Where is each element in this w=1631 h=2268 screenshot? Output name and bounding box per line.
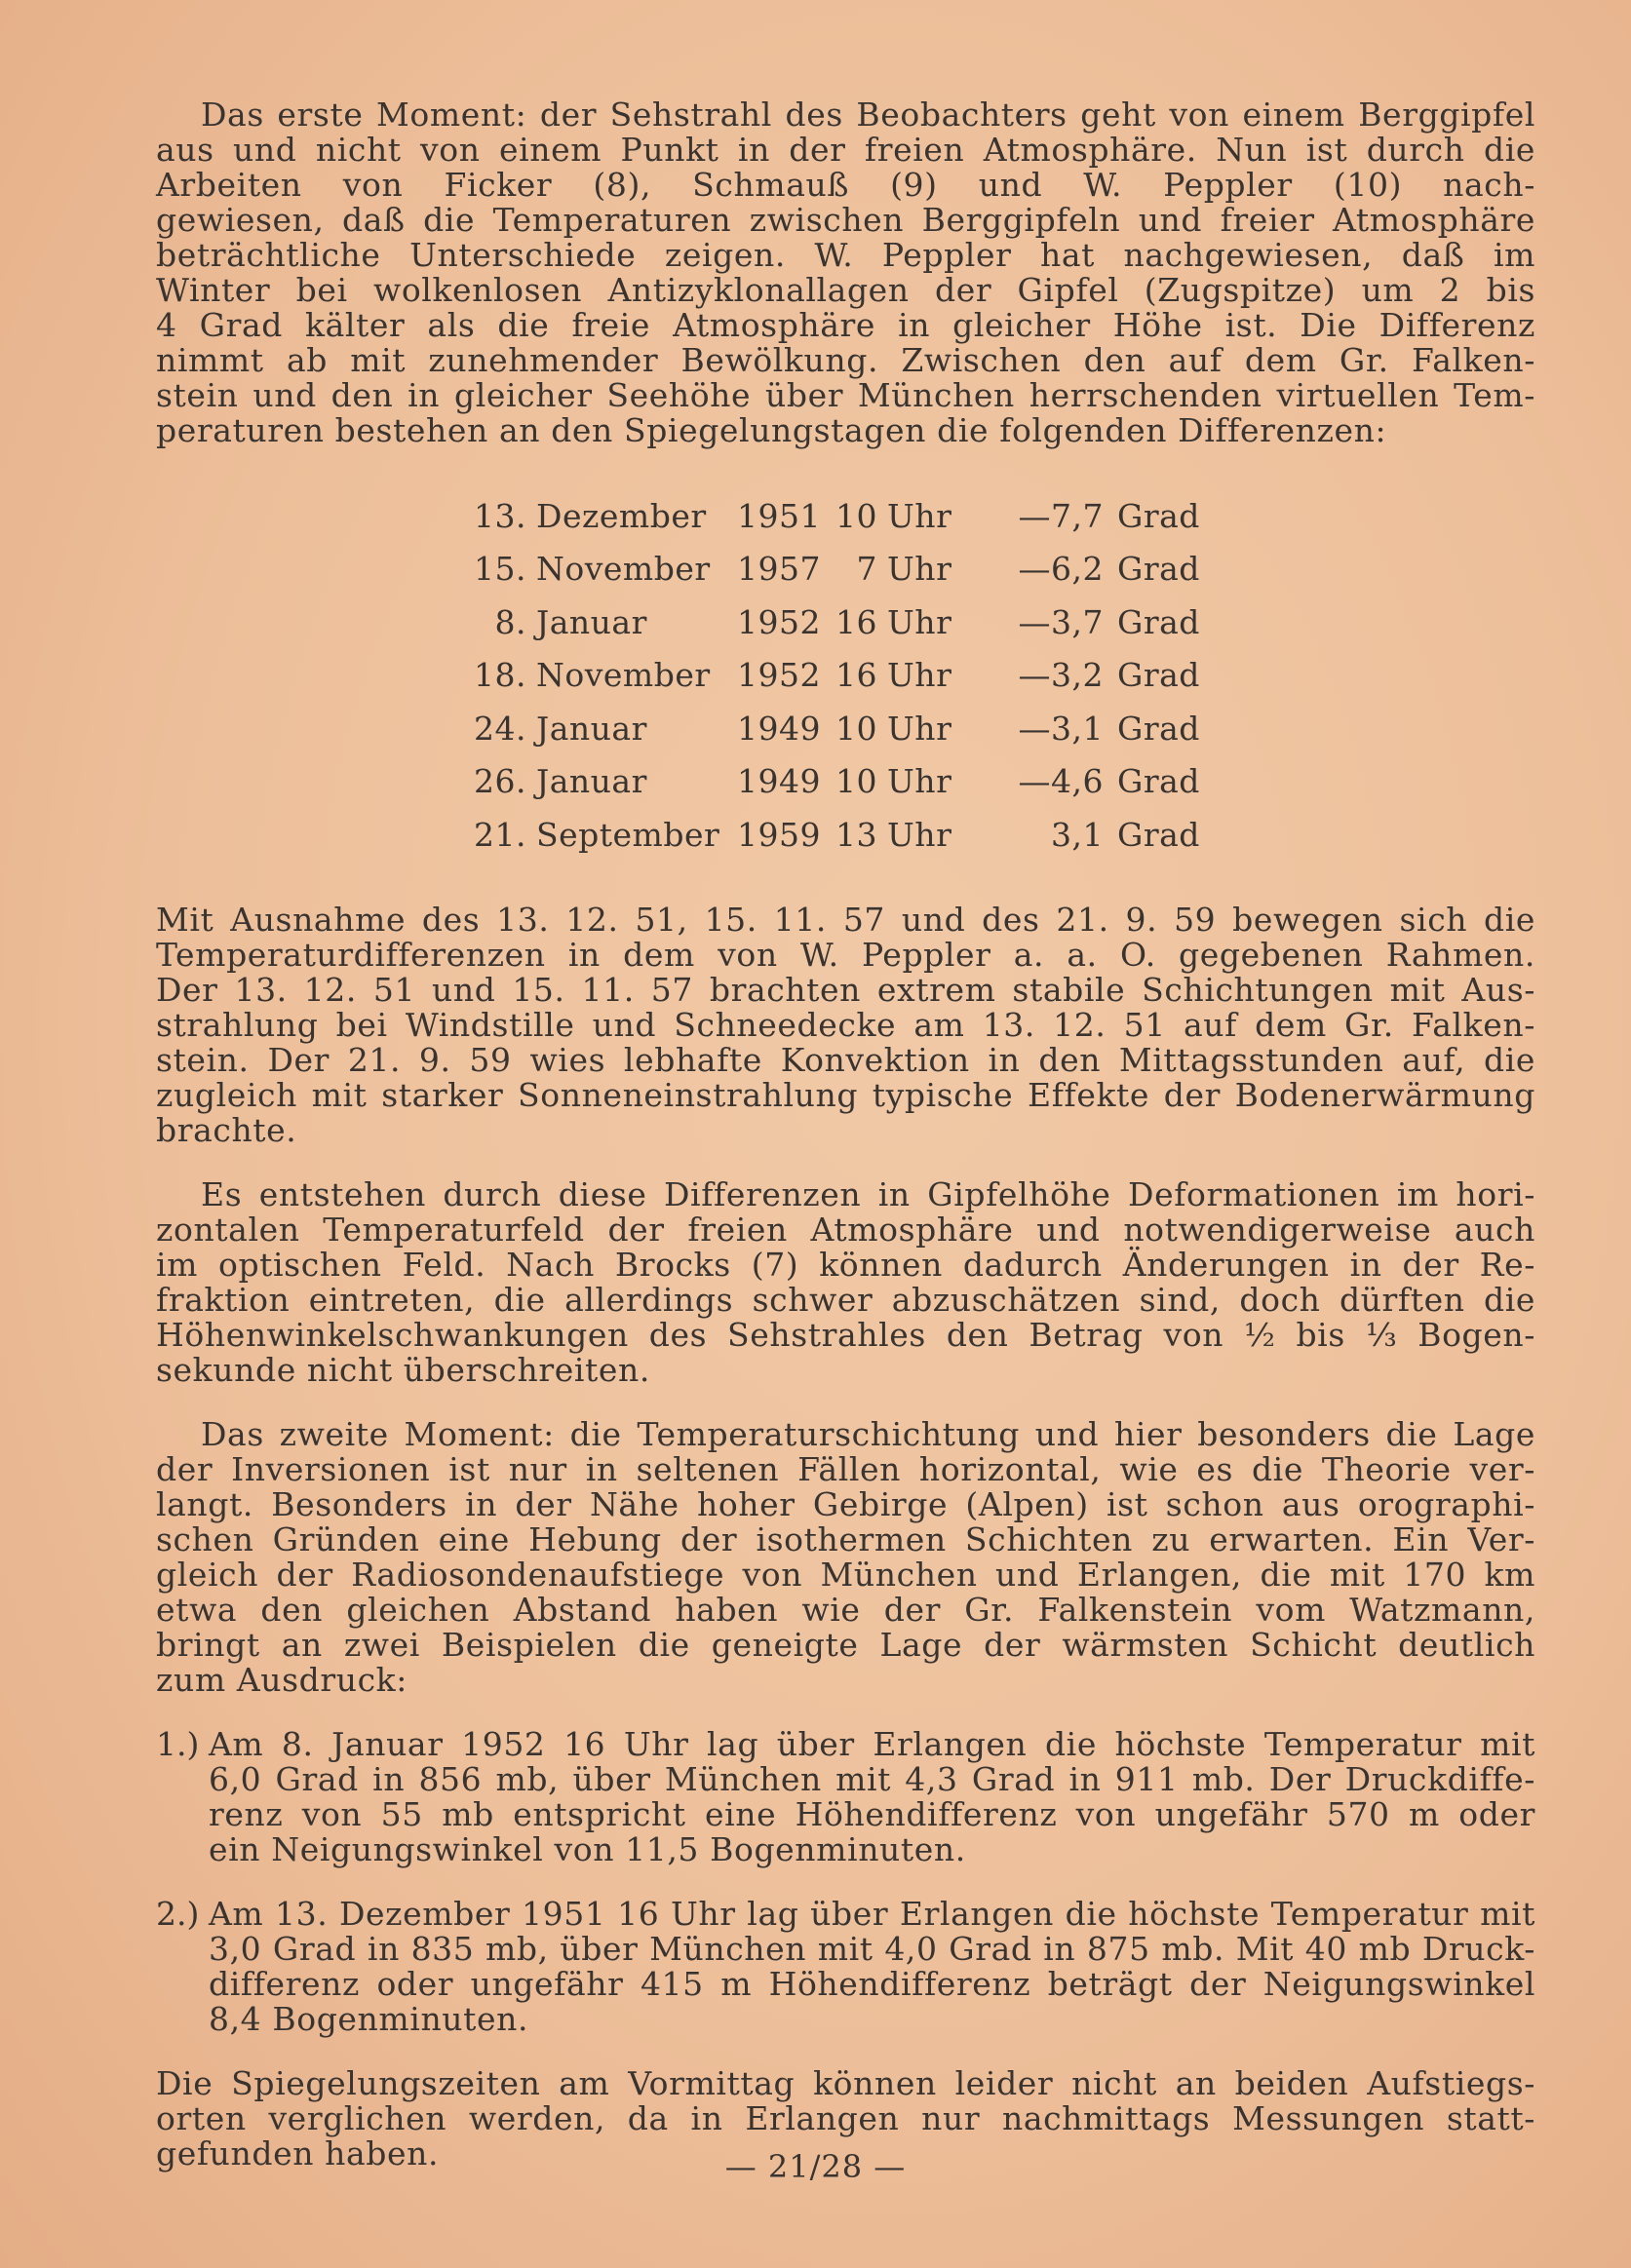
text-line: schen Gründen eine Hebung der isothermen Schichten zu erwarten. Ein Ver- (156, 1519, 1535, 1558)
page-body (156, 97, 1535, 2172)
table-cell-unit: Grad (1117, 496, 1200, 535)
list-number: 1.) (156, 1724, 200, 1763)
paragraph-3 (156, 1174, 1535, 1389)
table-cell-day: 26. (474, 762, 526, 801)
text-line: ein Neigungswinkel von 11,5 Bogenminuten. (209, 1829, 966, 1868)
text-line: Höhenwinkelschwankungen des Sehstrahles den Betrag von ½ bis ⅓ Bogen- (156, 1315, 1535, 1354)
table-cell-hour: 13 (835, 815, 877, 854)
table-cell-year: 1951 (737, 496, 821, 535)
table-cell-diff: —3,7 (1018, 602, 1104, 641)
table-cell-unit: Grad (1117, 656, 1200, 695)
table-cell-day: 15. (474, 550, 526, 589)
table-row (470, 702, 1200, 755)
text-line: zontalen Temperaturfeld der freien Atmosphäre und notwendigerweise auch (156, 1210, 1535, 1249)
text-line: Temperaturdifferenzen in dem von W. Peppler a. a. O. gegebenen Rahmen. (156, 935, 1535, 974)
list-item-1 (156, 1724, 1535, 1868)
table-cell-diff: —7,7 (1018, 496, 1104, 535)
table-cell-month: Januar (536, 602, 647, 641)
table-cell-uhr: Uhr (887, 496, 952, 535)
table-cell-diff: —3,2 (1018, 656, 1104, 695)
text-line: zugleich mit starker Sonneneinstrahlung typische Effekte der Bodenerwärmung (156, 1075, 1535, 1114)
table-cell-uhr: Uhr (887, 815, 952, 854)
table-row (470, 808, 1200, 862)
text-line: strahlung bei Windstille und Schneedecke am 13. 12. 51 auf dem Gr. Falken- (156, 1005, 1535, 1044)
temperature-difference-table (470, 489, 1200, 862)
text-line: 3,0 Grad in 835 mb, über München mit 4,0 Grad in 875 mb. Mit 40 mb Druck- (209, 1929, 1535, 1968)
text-line: stein. Der 21. 9. 59 wies lebhafte Konvektion in den Mittagsstunden auf, die (156, 1040, 1535, 1079)
text-line: Arbeiten von Ficker (8), Schmauß (9) und W. Peppler (10) nach- (156, 166, 1535, 204)
table-row (470, 543, 1200, 596)
table-cell-uhr: Uhr (887, 602, 952, 641)
text-line: beträchtliche Unterschiede zeigen. W. Peppler hat nachgewiesen, daß im (156, 236, 1535, 274)
table-cell-month: Januar (536, 762, 647, 801)
table-cell-hour: 7 (856, 550, 877, 589)
paragraph-4 (156, 1414, 1535, 1699)
table-cell-diff: —6,2 (1018, 550, 1104, 589)
table-cell-year: 1949 (737, 762, 821, 801)
text-line: Das erste Moment: der Sehstrahl des Beobachters geht von einem Berggipfel (201, 96, 1535, 134)
text-line: Es entstehen durch diese Differenzen in Gipfelhöhe Deformationen im hori- (201, 1174, 1535, 1213)
table-cell-uhr: Uhr (887, 656, 952, 695)
table-cell-diff: —3,1 (1018, 709, 1104, 748)
table-cell-month: November (536, 550, 711, 589)
table-cell-day: 13. (474, 496, 526, 535)
text-line: gefunden haben. (156, 2133, 440, 2172)
table-cell-day: 21. (474, 815, 526, 854)
table-cell-year: 1952 (737, 602, 821, 641)
table-cell-day: 24. (474, 709, 526, 748)
table-cell-uhr: Uhr (887, 709, 952, 748)
table-row (470, 489, 1200, 543)
text-line: Das zweite Moment: die Temperaturschichtung und hier besonders die Lage (201, 1414, 1535, 1453)
text-line: bringt an zwei Beispielen die geneigte Lage der wärmsten Schicht deutlich (156, 1625, 1535, 1664)
table-cell-year: 1959 (737, 815, 821, 854)
text-line: orten verglichen werden, da in Erlangen nur nachmittags Messungen statt- (156, 2098, 1535, 2137)
table-cell-month: Dezember (536, 496, 707, 535)
table-cell-uhr: Uhr (887, 762, 952, 801)
table-row (470, 596, 1200, 649)
paragraph-1 (156, 97, 1535, 448)
text-line: brachte. (156, 1110, 297, 1149)
text-line: 8,4 Bogenminuten. (209, 1999, 529, 2038)
table-cell-unit: Grad (1117, 602, 1200, 641)
table-cell-hour: 16 (835, 602, 877, 641)
text-line: renz von 55 mb entspricht eine Höhendifferenz von ungefähr 570 m oder (209, 1794, 1535, 1833)
text-line: etwa den gleichen Abstand haben wie der Gr. Falkenstein vom Watzmann, (156, 1590, 1535, 1629)
table-cell-year: 1957 (737, 550, 821, 589)
text-line: Am 13. Dezember 1951 16 Uhr lag über Erlangen die höchste Temperatur mit (209, 1894, 1535, 1933)
text-line: Mit Ausnahme des 13. 12. 51, 15. 11. 57 und des 21. 9. 59 bewegen sich die (156, 900, 1535, 939)
text-line: 4 Grad kälter als die freie Atmosphäre in gleicher Höhe ist. Die Differenz (156, 306, 1535, 344)
table-cell-unit: Grad (1117, 815, 1200, 854)
table-cell-diff: 3,1 (1051, 815, 1104, 854)
table-cell-unit: Grad (1117, 762, 1200, 801)
text-line: stein und den in gleicher Seehöhe über München herrschenden virtuellen Tem- (156, 376, 1535, 414)
table-cell-day: 18. (474, 656, 526, 695)
table-cell-hour: 10 (835, 496, 877, 535)
text-line: Am 8. Januar 1952 16 Uhr lag über Erlangen die höchste Temperatur mit (209, 1724, 1535, 1763)
text-line: sekunde nicht überschreiten. (156, 1350, 650, 1389)
table-cell-year: 1952 (737, 656, 821, 695)
table-cell-month: September (536, 815, 720, 854)
table-cell-unit: Grad (1117, 550, 1200, 589)
text-line: gleich der Radiosondenaufstiege von München und Erlangen, die mit 170 km (156, 1555, 1535, 1594)
table-row (470, 649, 1200, 703)
text-line: Die Spiegelungszeiten am Vormittag können leider nicht an beiden Aufstiegs- (156, 2063, 1535, 2102)
table-cell-month: November (536, 656, 711, 695)
text-line: langt. Besonders in der Nähe hoher Gebirge (Alpen) ist schon aus orographi- (156, 1484, 1535, 1523)
text-line: fraktion eintreten, die allerdings schwer abzuschätzen sind, doch dürften die (156, 1280, 1535, 1319)
text-line: aus und nicht von einem Punkt in der freien Atmosphäre. Nun ist durch die (156, 131, 1535, 169)
list-item-2 (156, 1894, 1535, 2038)
table-row (470, 755, 1200, 809)
table-cell-hour: 10 (835, 762, 877, 801)
text-line: differenz oder ungefähr 415 m Höhendifferenz beträgt der Neigungswinkel (209, 1964, 1535, 2003)
text-line: gewiesen, daß die Temperaturen zwischen Berggipfeln und freier Atmosphäre (156, 201, 1535, 239)
text-line: Winter bei wolkenlosen Antizyklonallagen der Gipfel (Zugspitze) um 2 bis (156, 271, 1535, 309)
table-cell-unit: Grad (1117, 709, 1200, 748)
page-number: — 21/28 — (724, 2148, 907, 2185)
paragraph-2 (156, 900, 1535, 1149)
list-number: 2.) (156, 1894, 200, 1933)
table-cell-hour: 10 (835, 709, 877, 748)
table-cell-month: Januar (536, 709, 647, 748)
text-line: im optischen Feld. Nach Brocks (7) können dadurch Änderungen in der Re- (156, 1245, 1535, 1284)
text-line: der Inversionen ist nur in seltenen Fällen horizontal, wie es die Theorie ver- (156, 1449, 1535, 1488)
text-line: zum Ausdruck: (156, 1660, 408, 1699)
table-cell-day: 8. (494, 602, 526, 641)
text-line: 6,0 Grad in 856 mb, über München mit 4,3 Grad in 911 mb. Der Druckdiffe- (209, 1759, 1535, 1798)
text-line: Der 13. 12. 51 und 15. 11. 57 brachten extrem stabile Schichtungen mit Aus- (156, 970, 1535, 1009)
table-cell-uhr: Uhr (887, 550, 952, 589)
text-line: peraturen bestehen an den Spiegelungstagen die folgenden Differenzen: (156, 411, 1387, 449)
table-cell-hour: 16 (835, 656, 877, 695)
table-cell-diff: —4,6 (1018, 762, 1104, 801)
text-line: nimmt ab mit zunehmender Bewölkung. Zwischen den auf dem Gr. Falken- (156, 341, 1535, 379)
table-cell-year: 1949 (737, 709, 821, 748)
